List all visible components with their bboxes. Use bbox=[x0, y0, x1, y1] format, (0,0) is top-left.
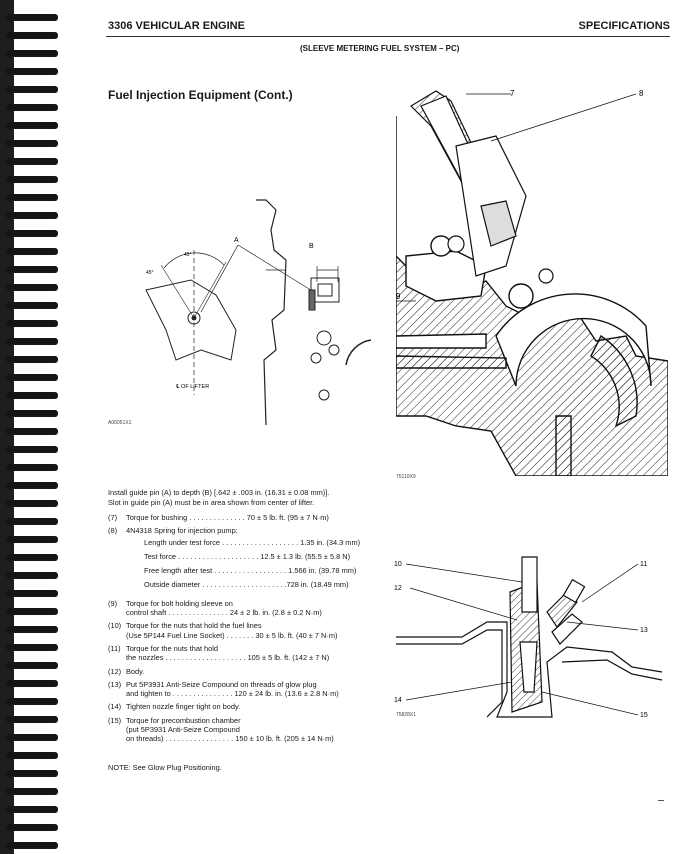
header-section: SPECIFICATIONS bbox=[578, 20, 670, 32]
header-engine-model: 3306 VEHICULAR ENGINE bbox=[108, 20, 245, 32]
spec-item bbox=[108, 680, 384, 699]
spec-number: (13) bbox=[108, 679, 122, 689]
spec-text bbox=[126, 526, 384, 594]
intro-line: Slot in guide pin (A) must be in area shown from center of lifter. bbox=[108, 498, 315, 507]
spec-line: Body. bbox=[126, 666, 145, 676]
spec-item bbox=[108, 526, 384, 594]
spec-text bbox=[126, 716, 384, 744]
spec-item bbox=[108, 716, 384, 744]
page-mark bbox=[658, 800, 664, 801]
note: NOTE: See Glow Plug Positioning. bbox=[108, 763, 222, 772]
callout-14: 14 bbox=[394, 697, 402, 704]
spec-line: on threads) . . . . . . . . . . . . . . . . . 150 ± 10 lb. ft. (205 ± 14 N·m) bbox=[126, 734, 334, 744]
spec-number: (10) bbox=[108, 621, 122, 631]
section-title: Fuel Injection Equipment (Cont.) bbox=[108, 88, 293, 102]
spec-number: (14) bbox=[108, 702, 122, 712]
label-b: B bbox=[309, 243, 314, 250]
spec-line: 4N4318 Spring for injection pump: bbox=[126, 526, 238, 536]
spec-number: (11) bbox=[108, 643, 121, 653]
spec-item bbox=[108, 513, 384, 522]
spiral-binding bbox=[0, 0, 62, 854]
label-a: A bbox=[234, 237, 239, 244]
spec-number: (7) bbox=[108, 513, 118, 522]
figure-id-left: A06051X1 bbox=[108, 420, 132, 426]
callout-15: 15 bbox=[640, 712, 648, 719]
spec-item bbox=[108, 599, 384, 618]
nozzle-glow-plug-section bbox=[392, 552, 668, 722]
injection-pump-section bbox=[396, 86, 668, 476]
spring-spec-line: Outside diameter . . . . . . . . . . . . . . . . . . . . .728 in. (18.49 mm) bbox=[144, 580, 349, 590]
spec-list bbox=[108, 513, 384, 748]
spring-spec-line: Test force . . . . . . . . . . . . . . . . . . . . 12.5 ± 1.3 lb. (55.5 ± 5.8 N) bbox=[144, 551, 351, 561]
figure-id-right-bottom: 75828X1 bbox=[396, 712, 417, 718]
callout-13: 13 bbox=[640, 627, 648, 634]
spec-line: Tighten nozzle finger tight on body. bbox=[126, 702, 241, 712]
spec-item bbox=[108, 702, 384, 711]
spec-text bbox=[126, 702, 384, 711]
callout-11: 11 bbox=[640, 561, 648, 568]
angle-label-1: 45° bbox=[184, 252, 192, 258]
intro-line: Install guide pin (A) to depth (B) [.642 ± .003 in. (16.31 ± 0.08 mm)]. bbox=[108, 488, 330, 497]
header-subtitle: (SLEEVE METERING FUEL SYSTEM – PC) bbox=[300, 44, 460, 53]
spec-item bbox=[108, 667, 384, 676]
spec-line: (Use 5P144 Fuel Line Socket) . . . . . . . 30 ± 5 lb. ft. (40 ± 7 N·m) bbox=[126, 630, 338, 640]
callout-9: 9 bbox=[396, 292, 401, 301]
spec-number: (12) bbox=[108, 666, 122, 676]
spec-item bbox=[108, 644, 384, 663]
spec-text bbox=[126, 667, 384, 676]
spec-line: Put 5P3931 Anti-Seize Compound on threads of glow plug bbox=[126, 679, 317, 689]
figure-id-right-top: 75110X9 bbox=[396, 474, 416, 480]
callout-12: 12 bbox=[394, 585, 402, 592]
angle-label-2: 45° bbox=[146, 270, 154, 276]
spec-text bbox=[126, 513, 384, 522]
spring-spec-list bbox=[144, 538, 384, 590]
spec-item bbox=[108, 621, 384, 640]
spec-line: the nozzles . . . . . . . . . . . . . . . . . . . . 105 ± 5 lb. ft. (142 ± 7 N) bbox=[126, 653, 330, 663]
callout-7: 7 bbox=[510, 89, 515, 98]
spec-number: (9) bbox=[108, 598, 118, 608]
spec-text bbox=[126, 621, 384, 640]
spec-line: Torque for bushing . . . . . . . . . . . . . . 70 ± 5 lb. ft. (95 ± 7 N·m) bbox=[126, 513, 329, 522]
spec-text bbox=[126, 644, 384, 663]
guide-pin-diagram bbox=[106, 190, 386, 430]
spec-line: (put 5P3931 Anti-Seize Compound bbox=[126, 725, 240, 735]
callout-8: 8 bbox=[639, 89, 644, 98]
spring-spec-line: Length under test force . . . . . . . . . . . . . . . . . . . 1.35 in. (34.3 mm) bbox=[144, 537, 361, 547]
spec-line: Torque for the nuts that hold the fuel lines bbox=[126, 621, 262, 631]
callout-10: 10 bbox=[394, 561, 402, 568]
spec-line: Torque for bolt holding sleeve on bbox=[126, 598, 233, 608]
guide-pin-instructions bbox=[108, 488, 383, 508]
header-rule bbox=[106, 36, 670, 37]
spec-line: Torque for precombustion chamber bbox=[126, 715, 241, 725]
spec-number: (15) bbox=[108, 715, 122, 725]
spec-line: control shaft . . . . . . . . . . . . . . . 24 ± 2 lb. in. (2.8 ± 0.2 N·m) bbox=[126, 608, 322, 618]
spec-text bbox=[126, 599, 384, 618]
spec-line: and tighten to . . . . . . . . . . . . . . . 120 ± 24 lb. in. (13.6 ± 2.8 N·m) bbox=[126, 689, 339, 699]
spec-number: (8) bbox=[108, 526, 118, 536]
spec-line: Torque for the nuts that hold bbox=[126, 643, 219, 653]
spring-spec-line: Free length after test . . . . . . . . . . . . . . . . . . 1.566 in. (39.78 mm) bbox=[144, 566, 357, 576]
lifter-centerline-label: ℄ OF LIFTER bbox=[176, 384, 210, 390]
spec-text bbox=[126, 680, 384, 699]
